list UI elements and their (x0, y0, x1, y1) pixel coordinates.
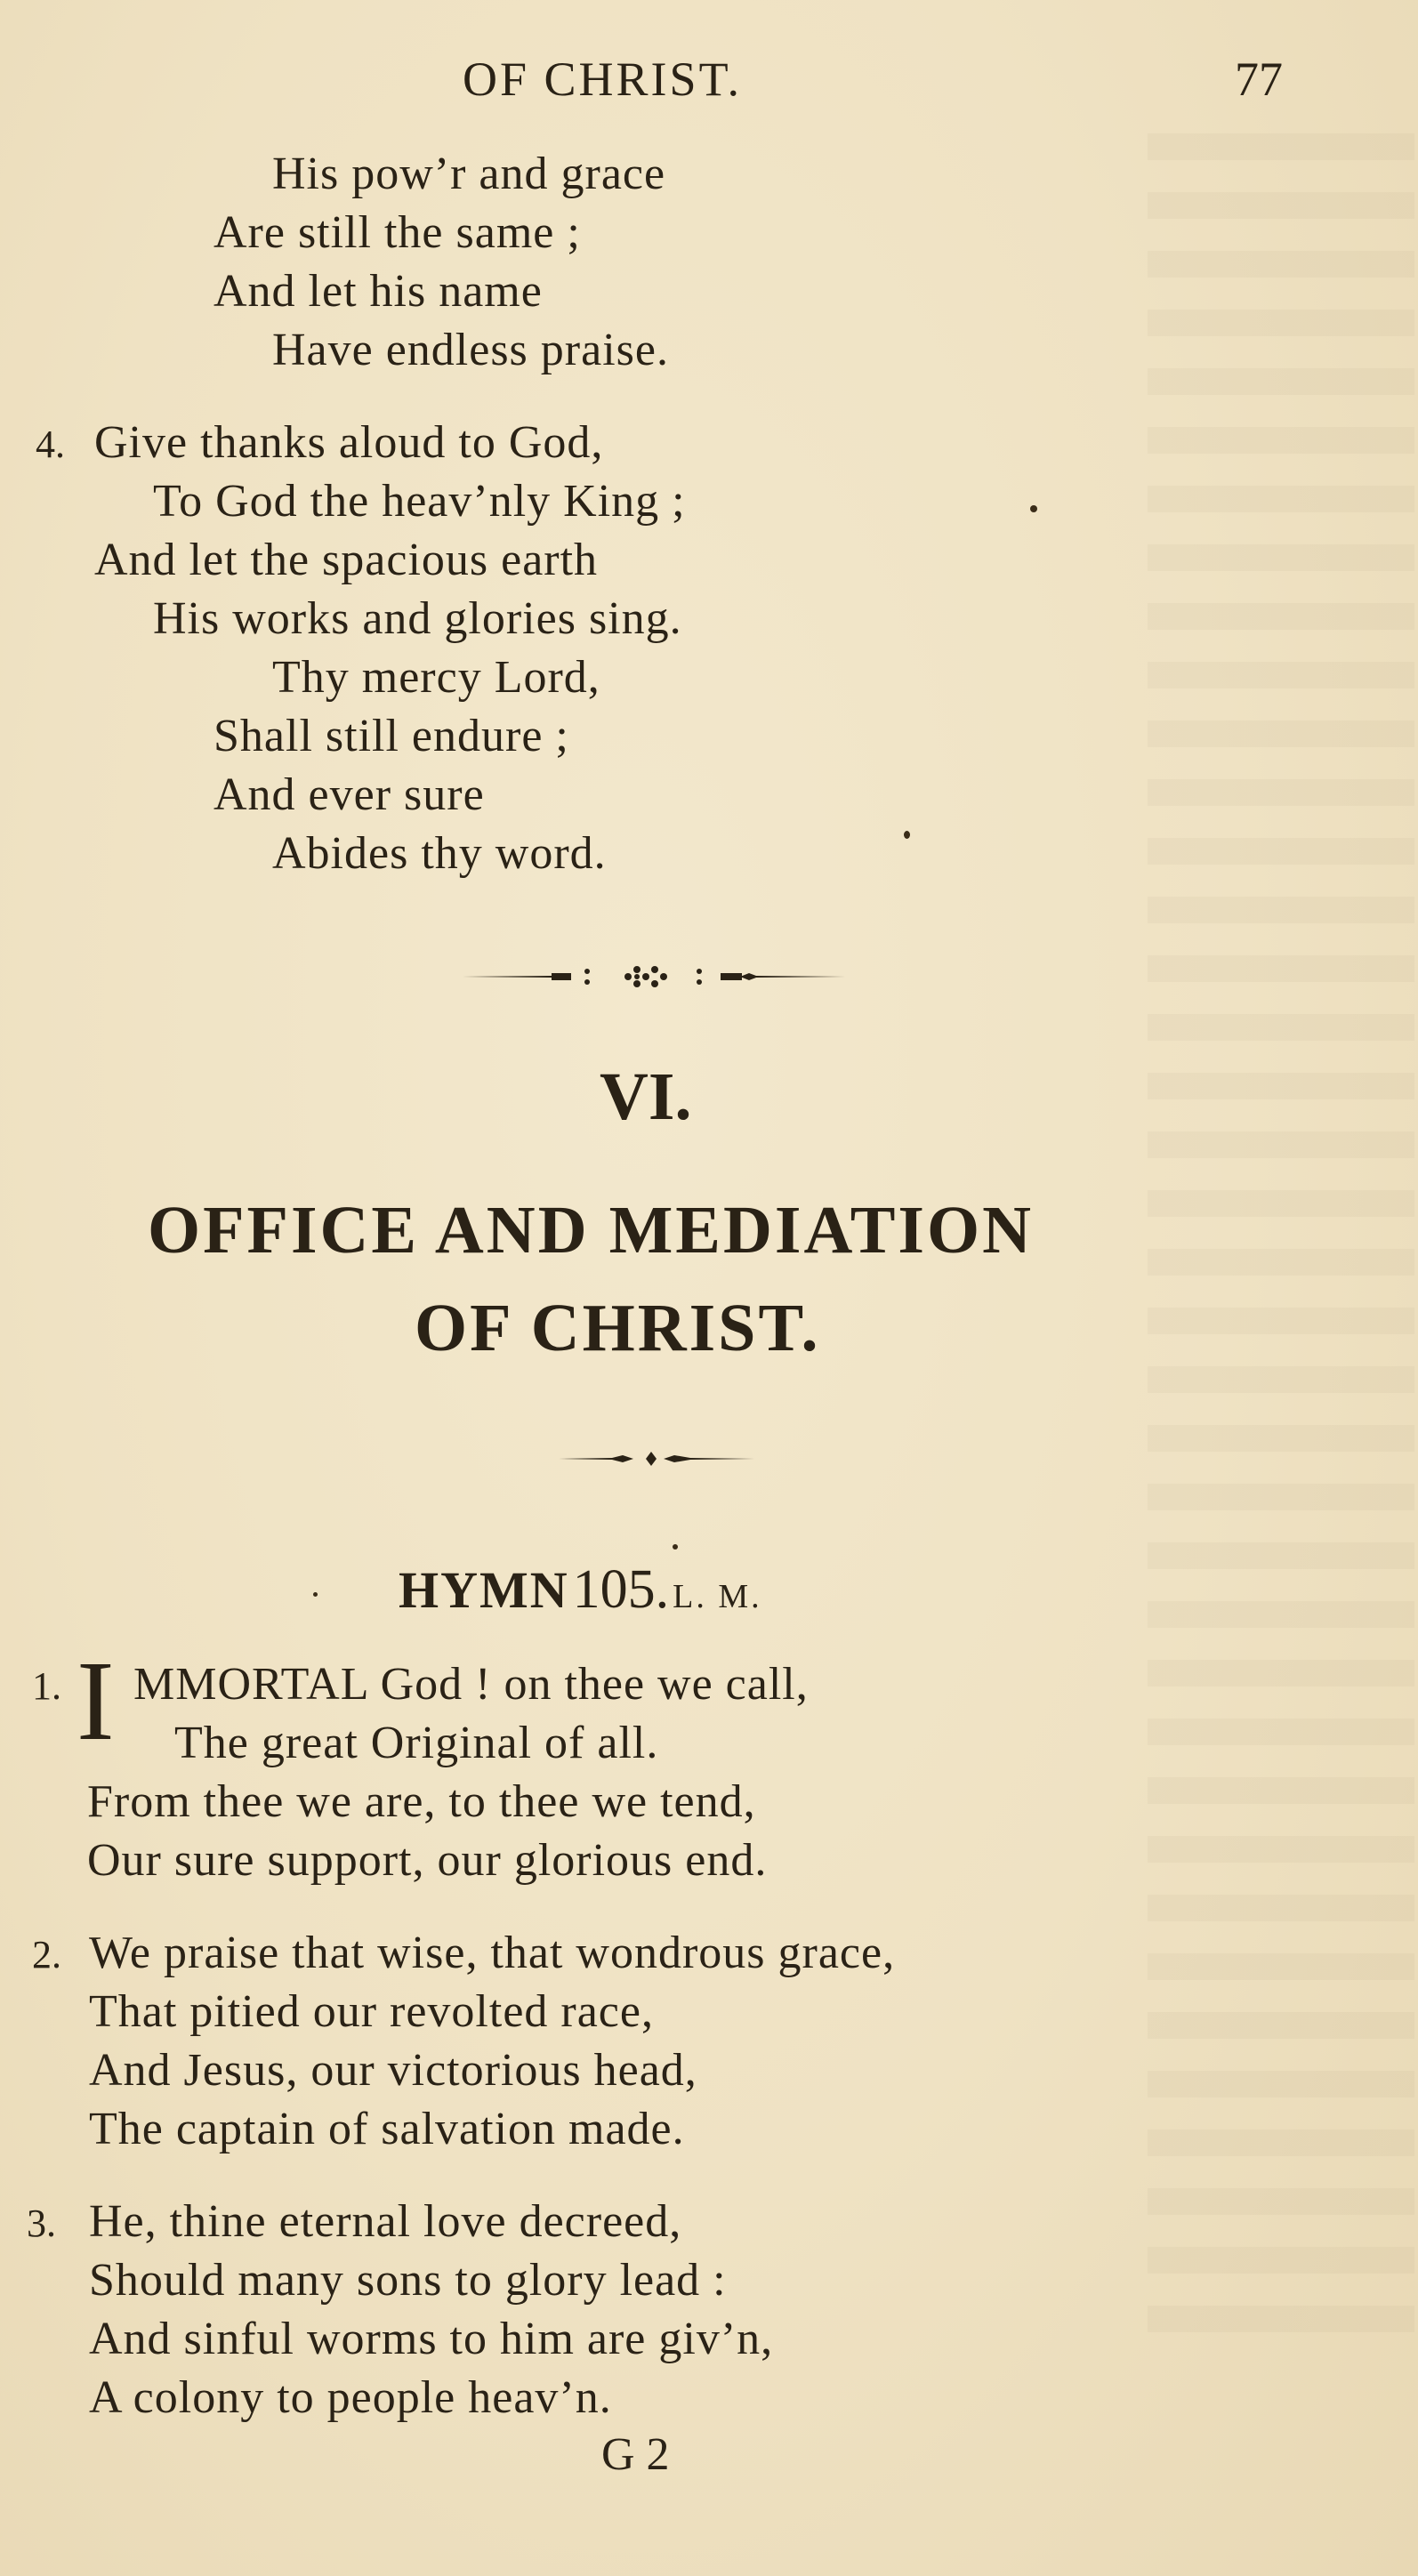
verse-line: And sinful worms to him are giv’n, (89, 2314, 774, 2364)
verse-line: The great Original of all. (174, 1718, 659, 1768)
verse-line: And let the spacious earth (94, 535, 599, 585)
verse-line: Shall still endure ; (214, 711, 569, 761)
section-title-line-1: OFFICE AND MEDIATION (148, 1193, 1034, 1268)
verse-line: And ever sure (214, 769, 485, 820)
running-head-title: OF CHRIST. (463, 52, 743, 106)
section-title-line-2: OF CHRIST. (415, 1291, 821, 1365)
hymn-heading (399, 1558, 762, 1622)
verse-line: From thee we are, to thee we tend, (87, 1776, 756, 1827)
stanza-number: 4. (36, 423, 65, 466)
hymn-label: HYMN (399, 1561, 569, 1619)
section-number: VI. (600, 1059, 692, 1134)
verse-line: Are still the same ; (214, 207, 581, 258)
verse-line: That pitied our revolted race, (89, 1986, 654, 2037)
ink-speck (1030, 505, 1037, 512)
verse-line: The captain of salvation made. (89, 2104, 685, 2154)
verse-line: Our sure support, our glorious end. (87, 1835, 768, 1886)
verse-line: We praise that wise, that wondrous grace, (89, 1928, 896, 1978)
verse-line: His works and glories sing. (153, 593, 682, 644)
verse-line: A colony to people heav’n. (89, 2372, 612, 2423)
verse-line: Have endless praise. (272, 325, 669, 375)
signature-mark: G 2 (601, 2429, 670, 2480)
hymn-meter: L. M. (673, 1578, 762, 1615)
stanza-number: 2. (32, 1933, 61, 1976)
verse-line: Thy mercy Lord, (272, 652, 600, 703)
ornamental-divider (463, 959, 845, 994)
verse-line: And Jesus, our victorious head, (89, 2045, 697, 2096)
verse-line: Give thanks aloud to God, (94, 417, 604, 468)
verse-line: MMORTAL God ! on thee we call, (133, 1659, 809, 1710)
stanza-number: 1. (32, 1664, 61, 1708)
verse-line: Abides thy word. (272, 828, 607, 879)
verse-line: Should many sons to glory lead : (89, 2255, 727, 2306)
bleed-through-shadow (1148, 133, 1414, 2357)
ink-speck (313, 1592, 318, 1597)
stanza-number: 3. (27, 2202, 56, 2245)
verse-line: His pow’r and grace (272, 149, 666, 199)
ink-speck (673, 1544, 678, 1550)
drop-cap: I (77, 1638, 115, 1764)
page-number: 77 (1235, 52, 1283, 106)
verse-line: And let his name (214, 266, 543, 317)
verse-line: To God the heav’nly King ; (153, 476, 686, 527)
hymn-number: 105. (572, 1559, 670, 1620)
section-rule (559, 1448, 754, 1469)
ink-speck (904, 831, 910, 839)
verse-line: He, thine eternal love decreed, (89, 2196, 682, 2247)
